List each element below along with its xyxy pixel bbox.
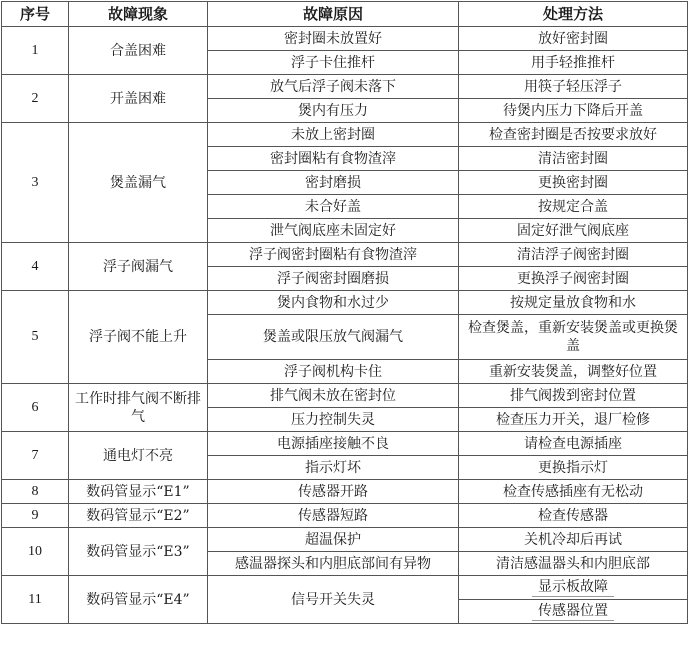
fault-symptom: 数码管显示“E2” [69,504,208,528]
fault-symptom: 数码管显示“E3” [69,528,208,576]
row-number: 2 [2,75,69,123]
fix-method [459,576,688,600]
fault-symptom: 通电灯不亮 [69,432,208,480]
fix-method: 固定好泄气阀底座 [459,219,688,243]
fault-cause: 浮子阀密封圈粘有食物渣滓 [208,243,459,267]
fault-cause: 压力控制失灵 [208,408,459,432]
fault-cause: 煲内有压力 [208,99,459,123]
fault-symptom: 浮子阀不能上升 [69,291,208,384]
table-row [2,504,688,528]
fix-method: 更换指示灯 [459,456,688,480]
fix-method: 重新安装煲盖，调整好位置 [459,360,688,384]
row-number: 4 [2,243,69,291]
fault-cause: 感温器探头和内胆底部间有异物 [208,552,459,576]
fault-cause: 放气后浮子阀未落下 [208,75,459,99]
row-number: 6 [2,384,69,432]
fault-cause: 信号开关失灵 [208,576,459,624]
table-row [2,480,688,504]
fault-cause: 电源插座接触不良 [208,432,459,456]
row-number: 11 [2,576,69,624]
fix-method: 检查煲盖，重新安装煲盖或更换煲盖 [459,315,688,360]
troubleshooting-sheet [1,1,687,655]
fault-cause: 浮子卡住推杆 [208,51,459,75]
fault-symptom: 合盖困难 [69,27,208,75]
fix-method: 检查传感插座有无松动 [459,480,688,504]
fix-method: 排气阀拨到密封位置 [459,384,688,408]
fault-symptom: 工作时排气阀不断排气 [69,384,208,432]
fault-cause: 泄气阀底座未固定好 [208,219,459,243]
fault-symptom: 煲盖漏气 [69,123,208,243]
row-number: 7 [2,432,69,480]
table-row [2,75,688,99]
fix-method: 更换密封圈 [459,171,688,195]
fix-method: 检查密封圈是否按要求放好 [459,123,688,147]
fix-method: 检查压力开关，退厂检修 [459,408,688,432]
header-cause: 故障原因 [208,2,459,27]
fault-cause: 传感器开路 [208,480,459,504]
header-fault: 故障现象 [69,2,208,27]
fix-method [459,600,688,624]
fix-method: 用筷子轻压浮子 [459,75,688,99]
table-row [2,243,688,267]
fix-method: 待煲内压力下降后开盖 [459,99,688,123]
fault-cause: 浮子阀机构卡住 [208,360,459,384]
fault-cause: 超温保护 [208,528,459,552]
row-number: 1 [2,27,69,75]
fix-method: 清洁感温器头和内胆底部 [459,552,688,576]
header-fix: 处理方法 [459,2,688,27]
fix-method: 放好密封圈 [459,27,688,51]
fault-cause: 密封磨损 [208,171,459,195]
fault-cause: 密封圈粘有食物渣滓 [208,147,459,171]
fault-cause: 指示灯坏 [208,456,459,480]
row-number: 9 [2,504,69,528]
row-number: 10 [2,528,69,576]
fault-cause: 密封圈未放置好 [208,27,459,51]
table-row [2,576,688,600]
fix-method: 清洁浮子阀密封圈 [459,243,688,267]
table-row [2,384,688,408]
header-row [2,2,688,27]
row-number: 5 [2,291,69,384]
fix-method: 检查传感器 [459,504,688,528]
fix-method: 用手轻推推杆 [459,51,688,75]
fix-method: 按规定合盖 [459,195,688,219]
fault-symptom: 浮子阀漏气 [69,243,208,291]
fix-method: 清洁密封圈 [459,147,688,171]
table-row [2,432,688,456]
fault-cause: 未放上密封圈 [208,123,459,147]
fault-cause: 煲内食物和水过少 [208,291,459,315]
fix-method: 请检查电源插座 [459,432,688,456]
fault-cause: 传感器短路 [208,504,459,528]
header-number: 序号 [2,2,69,27]
fault-cause: 未合好盖 [208,195,459,219]
fault-symptom: 数码管显示“E4” [69,576,208,624]
fix-method-text: 显示板故障 [532,578,614,597]
troubleshooting-table [1,1,688,624]
fix-method-text: 传感器位置 [532,602,614,621]
row-number: 3 [2,123,69,243]
fix-method: 更换浮子阀密封圈 [459,267,688,291]
table-row [2,123,688,147]
fault-symptom: 开盖困难 [69,75,208,123]
fix-method: 关机冷却后再试 [459,528,688,552]
fault-cause: 煲盖或限压放气阀漏气 [208,315,459,360]
fault-symptom: 数码管显示“E1” [69,480,208,504]
row-number: 8 [2,480,69,504]
table-row [2,528,688,552]
fault-cause: 浮子阀密封圈磨损 [208,267,459,291]
fault-cause: 排气阀未放在密封位 [208,384,459,408]
table-row [2,27,688,51]
table-row [2,291,688,315]
fix-method: 按规定量放食物和水 [459,291,688,315]
